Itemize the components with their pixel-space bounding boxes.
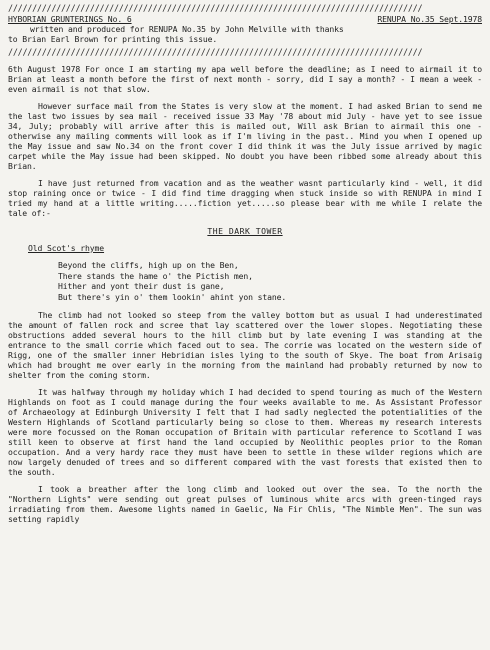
poem-line: But there's yin o' them lookin' ahint yon stane. xyxy=(58,291,287,302)
credit-line-1: written and produced for RENUPA No.35 by John Melville with thanks xyxy=(30,24,344,34)
story-paragraph-3: I took a breather after the long climb and looked out over the sea. To the north the "Northern Lights" were sending out great pulses of luminous white arcs with green-tinged rays irradiating from them. Awesome lights named in Gaelic, Na Fir Chlis, "The Nimble Men". The sun was setting rapidly xyxy=(8,484,482,524)
story-title: THE DARK TOWER xyxy=(207,226,283,236)
story-paragraph-2: It was halfway through my holiday which I had decided to spend touring as much of the Western Highlands on foot as I could manage during the four weeks available to me. As Assistant Professor of Archaeology at Edinburgh University I felt that I had sadly neglected the potentialities of the Western Highlands of Scotland particularly being so close to them. Whereas my research interests were more focussed on the Roman occupation of Britain with particular reference to Scotland I was still keen to observe at first hand the land occupied by Neolithic peoples prior to the Roman occupation. And a very hardy race they must have been to settle in these wilder regions which are now largely denuded of trees and so different compared with the vast forests that existed then to the south. xyxy=(8,387,482,477)
poem-line: Beyond the cliffs, high up on the Ben, xyxy=(58,260,239,270)
paragraph-1: 6th August 1978 For once I am starting my apa well before the deadline; as I need to airmail it to Brian at least a month before the first of next month - sorry, did I say a month? - I mean a week - even airmail is not that slow. xyxy=(8,64,482,94)
rhyme-heading: Old Scot's rhyme xyxy=(28,243,105,253)
issue-info: RENUPA No.35 Sept.1978 xyxy=(377,14,482,24)
story-paragraph-1: The climb had not looked so steep from the valley bottom but as usual I had underestimated the amount of fallen rock and scree that lay scattered over the lower slopes. Negotiating these obstructions added several hours to the hill climb but by late evening I was standing at the entrance to the small corrie which faced out to sea. The corrie was located on the western side of Rigg, one of the smaller inner Hebridian isles lying to the south of Skye. The boat from Arisaig which had brought me over early in the morning from the mainland had probably returned by now to shelter from the coming storm. xyxy=(8,310,482,380)
paragraph-3: I have just returned from vacation and as the weather wasnt particularly kind - well, it did stop raining once or twice - I did find time dragging when stuck inside so with RENUPA in mind I tried my hand at a little writing.....fiction yet.....so please bear with me while I relate the tale of:- xyxy=(8,178,482,218)
top-rule: ////////////////////////////////////////////////////////////////////////////////////// xyxy=(8,4,423,14)
credit-line-2: to Brian Earl Brown for printing this issue. xyxy=(8,34,218,44)
mid-rule: ////////////////////////////////////////////////////////////////////////////////////// xyxy=(8,48,423,58)
header-line xyxy=(8,14,482,24)
paragraph-2: However surface mail from the States is very slow at the moment. I had asked Brian to send me the last two issues by sea mail - received issue 33 May '78 about mid July - have yet to see issue 34, July; probably will arrive after this is mailed out, Will ask Brian to airmail this one - otherwise any mailing comments will look as if I'm living in the past.. Mind you when I opened up the May issue and saw No.34 on the front cover I did think it was the July issue arrived by magic carpet while the May issue had been skipped. No doubt you have been ribbed some already about this Brian. xyxy=(8,101,482,171)
poem-line: Hither and yont their dust is gane, xyxy=(58,281,225,291)
fanzine-title: HYBORIAN GRUNTERINGS No. 6 xyxy=(8,14,132,24)
poem xyxy=(58,260,482,302)
poem-line: There stands the hame o' the Pictish men, xyxy=(58,270,253,281)
